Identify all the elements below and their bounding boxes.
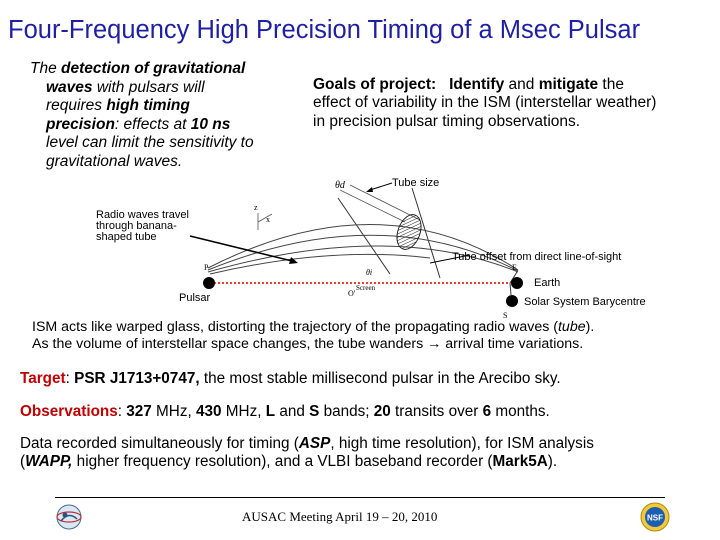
obs-transits: 20 bbox=[373, 403, 391, 420]
goals-label: Goals of project: bbox=[313, 76, 437, 93]
obs-band-s: S bbox=[309, 403, 320, 420]
intro-text-3: requires bbox=[46, 97, 107, 115]
obs-text-3: and bbox=[275, 403, 310, 420]
data-text-4: higher frequency resolution), and a VLBI baseband recorder ( bbox=[72, 452, 493, 470]
obs-freq-2: 430 bbox=[196, 403, 222, 420]
footer-meeting-text: AUSAC Meeting April 19 – 20, 2010 bbox=[242, 509, 438, 524]
ism-tube-word: tube bbox=[557, 319, 586, 335]
radio-waves-line-3: shaped tube bbox=[96, 231, 157, 244]
pulsar-label: Pulsar bbox=[179, 292, 211, 304]
goals-text bbox=[313, 76, 718, 131]
svg-text:NSF: NSF bbox=[647, 513, 663, 523]
theta-i-label: θi bbox=[366, 268, 373, 277]
target-paragraph bbox=[20, 370, 720, 388]
obs-text-5: transits over bbox=[390, 403, 483, 420]
data-text-2: , high time resolution), for ISM analysis bbox=[330, 435, 594, 452]
intro-text-1: The bbox=[30, 60, 62, 77]
radio-waves-arrowhead bbox=[289, 257, 298, 264]
target-rest: the most stable millisecond pulsar in the Arecibo sky. bbox=[199, 370, 561, 387]
data-mark5a: Mark5A bbox=[492, 452, 548, 470]
intro-text bbox=[30, 60, 300, 172]
goals-identify: Identify bbox=[449, 76, 505, 93]
radio-waves-line-2: through banana- bbox=[96, 220, 177, 233]
ism-text-2: As the volume of interstellar space changes, the tube wanders → arrival time variations. bbox=[32, 335, 584, 352]
pulsar-point bbox=[203, 277, 215, 289]
intro-text-6: gravitational waves. bbox=[46, 152, 183, 170]
obs-text-1: MHz, bbox=[151, 403, 196, 420]
obs-text-2: MHz, bbox=[221, 403, 266, 420]
observatory-globe-logo-icon bbox=[55, 503, 83, 531]
obs-text-6: months. bbox=[491, 403, 550, 420]
barycentre-point bbox=[506, 295, 518, 307]
observations-paragraph bbox=[20, 403, 720, 421]
tube-curve-upper bbox=[208, 224, 518, 270]
footer-divider bbox=[55, 497, 665, 498]
tube-size-arrowhead bbox=[366, 187, 373, 192]
tube-size-line-1 bbox=[340, 190, 405, 222]
intro-text-5: level can limit the sensitivity to bbox=[46, 134, 254, 152]
s-label: S bbox=[503, 311, 508, 320]
tube-offset-label: Tube offset from direct line-of-sight bbox=[452, 251, 622, 263]
target-colon: : bbox=[65, 370, 75, 387]
intro-emph-5: 10 ns bbox=[190, 115, 231, 133]
observations-label: Observations bbox=[20, 403, 118, 420]
ssb-link bbox=[510, 283, 511, 295]
ism-text-1-end: ). bbox=[585, 319, 595, 335]
goals-line-3: in precision pulsar timing observations. bbox=[313, 112, 581, 130]
target-label: Target bbox=[20, 370, 66, 387]
earth-label: Earth bbox=[534, 277, 561, 289]
goals-and: and bbox=[504, 76, 539, 93]
p-label: P bbox=[204, 263, 209, 272]
earth-point bbox=[511, 277, 523, 289]
radio-waves-label bbox=[96, 210, 189, 244]
page-title: Four-Frequency High Precision Timing of a Msec Pulsar bbox=[8, 16, 641, 44]
goals-line-2: effect of variability in the ISM (interstellar weather) bbox=[313, 94, 657, 112]
screen-label: Screen bbox=[356, 284, 376, 292]
intro-text-2: with pulsars will bbox=[92, 78, 205, 96]
intro-emph-3: high timing bbox=[106, 97, 190, 115]
nsf-seal-logo-icon bbox=[640, 502, 670, 532]
obs-band-l: L bbox=[265, 403, 276, 420]
barycentre-label: Solar System Barycentre bbox=[524, 296, 646, 308]
data-asp: ASP bbox=[298, 435, 331, 452]
obs-freq-1: 327 bbox=[126, 403, 152, 420]
e-label: E bbox=[512, 263, 517, 272]
intro-emph-1: detection of gravitational bbox=[61, 60, 246, 77]
data-wapp: WAPP, bbox=[25, 452, 73, 470]
goals-mitigate: mitigate bbox=[538, 76, 599, 93]
radio-waves-line-1: Radio waves travel bbox=[96, 209, 189, 221]
intro-emph-4: precision bbox=[46, 115, 115, 133]
x-axis-label: x bbox=[266, 215, 270, 224]
o-prime-label: O' bbox=[348, 289, 356, 298]
data-text-3: ( bbox=[20, 452, 26, 470]
intro-text-4: : effects at bbox=[114, 115, 191, 133]
observations-colon: : bbox=[117, 403, 127, 420]
ism-text-1: ISM acts like warped glass, distorting the trajectory of the propagating radio waves ( bbox=[32, 319, 558, 335]
data-text-5: ). bbox=[547, 452, 558, 470]
data-text-1: Data recorded simultaneously for timing ( bbox=[20, 435, 299, 452]
intro-emph-2: waves bbox=[46, 78, 93, 96]
goals-tail: the bbox=[598, 76, 624, 93]
tube-size-pointer bbox=[370, 183, 392, 190]
theta-d-label: θd bbox=[335, 180, 345, 191]
z-axis-label: z bbox=[254, 203, 258, 212]
ism-description bbox=[32, 319, 720, 352]
obs-text-4: bands; bbox=[319, 403, 374, 420]
obs-months: 6 bbox=[482, 403, 492, 420]
data-recording-paragraph bbox=[20, 435, 720, 470]
tube-size-label: Tube size bbox=[392, 177, 440, 189]
target-name: PSR J1713+0747, bbox=[74, 370, 200, 387]
